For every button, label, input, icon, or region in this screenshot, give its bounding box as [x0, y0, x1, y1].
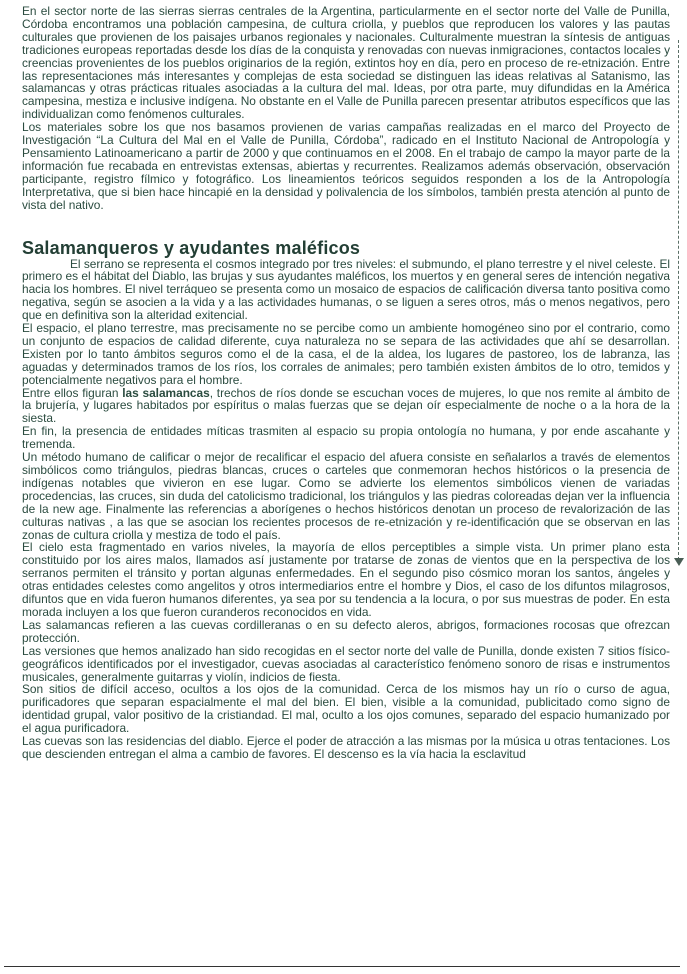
body-paragraph-4: En fin, la presencia de entidades míticas trasmiten al espacio su propia ontología no humana, y por ende ascahante y tremenda.: [22, 424, 670, 452]
margin-dashed-line: [678, 40, 679, 560]
body-paragraph-3: [22, 387, 670, 426]
body-paragraph-10: Las cuevas son las residencias del diablo. Ejerce el poder de atracción a las mismas por la música u otras tentaciones. Los que descienden entregan el alma a cambio de favores. El descenso es la vía hacia la esclavitud: [22, 734, 670, 761]
section-heading: Salamanqueros y ayudantes maléficos: [22, 237, 361, 258]
document-page: [22, 5, 670, 761]
intro-paragraph-1: En el sector norte de las sierras sierras centrales de la Argentina, particularmente en el sector norte del Valle de Punilla, Córdoba encontramos una población campesina, de cultura criolla, y pueblos que reproducen los valores y las pautas culturales que provienen de los paisajes urbanos regionales y nacionales. Culturalmente muestran la síntesis de antiguas tradiciones europeas reportadas desde los días de la conquista y renovadas con nuevas inmigraciones, contactos locales y creencias provenientes de los pueblos originarios de la región, extintos hoy en día, pero en proceso de re-etnización. Entre las representaciones más interesantes y complejas de esta sociedad se distinguen las ideas relativas al Satanismo, las salamancas y otras prácticas rituales asociadas a la cultura del mal. Ideas, por otra parte, muy difundidas en la América campesina, mestiza e inclusive indígena. No obstante en el Valle de Punilla parecen presentar atributos específicos que las individualizan como fenómenos culturales.: [22, 4, 670, 122]
body-paragraph-2: El espacio, el plano terrestre, mas precisamente no se percibe como un ambiente homogéneo sino por el contrario, como un conjunto de espacios de calidad diferente, cuya naturaleza no se separa de las actividades que ahí se desarrollan. Existen por lo tanto ámbitos seguros como el de la casa, el de la aldea, los lugares de pastoreo, los de labranza, las aguadas y determinados tramos de los ríos, los corrales de animales; pero también existen ámbitos de lo otro, temidos y potencialmente negativos para el hombre.: [22, 321, 670, 387]
body-paragraph-1: El serrano se representa el cosmos integrado por tres niveles: el submundo, el plano terrestre y el nivel celeste. El primero es el hábitat del Diablo, las brujas y sus ayudantes maléficos, los muertos y en general seres de intención negativa hacia los hombres. El nivel terráqueo se presenta como un mosaico de espacios de calificación diversa tanto positiva como negativa, según se asocien a la vida y a las actividades humanas, o se liguen a seres otros, más o menos negativos, pero que en definitiva son la alteridad exitencial.: [22, 256, 670, 323]
body-paragraph-8: Las versiones que hemos analizado han sido recogidas en el sector norte del valle de Punilla, donde existen 7 sitios físico-geográficos identificados por el investigador, cuevas asociadas al característico fenómeno sonoro de risas e instrumentos musicales, generalmente guitarras y violín, indicios de fiesta.: [22, 643, 670, 684]
body-paragraph-3-end: , trechos de ríos donde se escuchan voces de mujeres, lo que nos remite al ámbito de la brujería, y lugares habitados por espíritus o malas fuerzas que se dejan oír especialmente de noche o a la hora de la siesta.: [22, 385, 671, 426]
bottom-rule: [4, 966, 680, 967]
margin-arrow-down-icon: [674, 558, 684, 566]
body-paragraph-6: El cielo esta fragmentado en varios niveles, la mayoría de ellos perceptibles a simple vista. Un primer plano esta constituido por los aires malos, llamados así justamente por tratarse de zonas de vientos que en la perspectiva de los serranos permiten el tránsito y portan algunas enfermedades. En el segundo piso cósmico moran los santos, ángeles y otras entidades celestes como angelitos y otros intermediarios entre el hombre y Dios, el caso de los difuntos milagrosos, difuntos que en vida fueron humanos diferentes, ya sea por su tendencia a la locura, o por sus muestras de poder. En esta morada incluyen a los que fueron curanderos reconocidos en vida.: [22, 540, 670, 619]
body-paragraph-9: Son sitios de difícil acceso, ocultos a los ojos de la comunidad. Cerca de los mismos hay un río o curso de agua, purificadores que separan espacialmente el mal del bien. El bien, visible a la comunidad, publicitado como signo de identidad grupal, valor positivo de la cristiandad. El mal, oculto a los ojos comunes, separado del espacio humanizado por el agua purificadora.: [22, 682, 670, 736]
body-paragraph-3-start: Entre ellos figuran: [22, 385, 123, 400]
body-paragraph-7: Las salamancas refieren a las cuevas cordilleranas o en su defecto aleros, abrigos, formaciones rocosas que ofrezcan protección.: [22, 617, 670, 645]
salamancas-emphasis: las salamancas: [122, 385, 210, 400]
intro-paragraph-2: Los materiales sobre los que nos basamos provienen de varias campañas realizadas en el marco del Proyecto de Investigación “La Cultura del Mal en el Valle de Punilla, Córdoba”, radicado en el Instituto Nacional de Antropología y Pensamiento Latinoamericano a partir de 2000 y que continuamos en el 2008. En el trabajo de campo la mayor parte de la información fue recabada en entrevistas extensas, abiertas y recurrentes. Realizamos además observación, observación participante, registro fílmico y fotográfico. Los lineamientos teóricos seguidos responden a los de la Antropología Interpretativa, que si bien hace hincapié en la densidad y polivalencia de los símbolos, también presta atención al punto de vista del nativo.: [22, 120, 670, 212]
body-paragraph-5: Un método humano de calificar o mejor de recalificar el espacio del afuera consiste en señalarlos a través de elementos simbólicos como triángulos, piedras blancas, cruces o carteles que conmemoran hechos históricos o la presencia de indígenas notables que vivieron en ese lugar. Como se advierte los elementos simbólicos vienen de variadas procedencias, las cruces, sin duda del catolicismo tradicional, los triángulos y las piedras coloreadas dejan ver la influencia de la new age. Finalmente las referencias a aborígenes o hechos históricos denotan un proceso de revalorización de las culturas nativas , a las que se asocian los recientes procesos de re-etnización y re-identificación que se observan en las zonas de cultura criolla y mestiza de todo el país.: [22, 450, 670, 542]
